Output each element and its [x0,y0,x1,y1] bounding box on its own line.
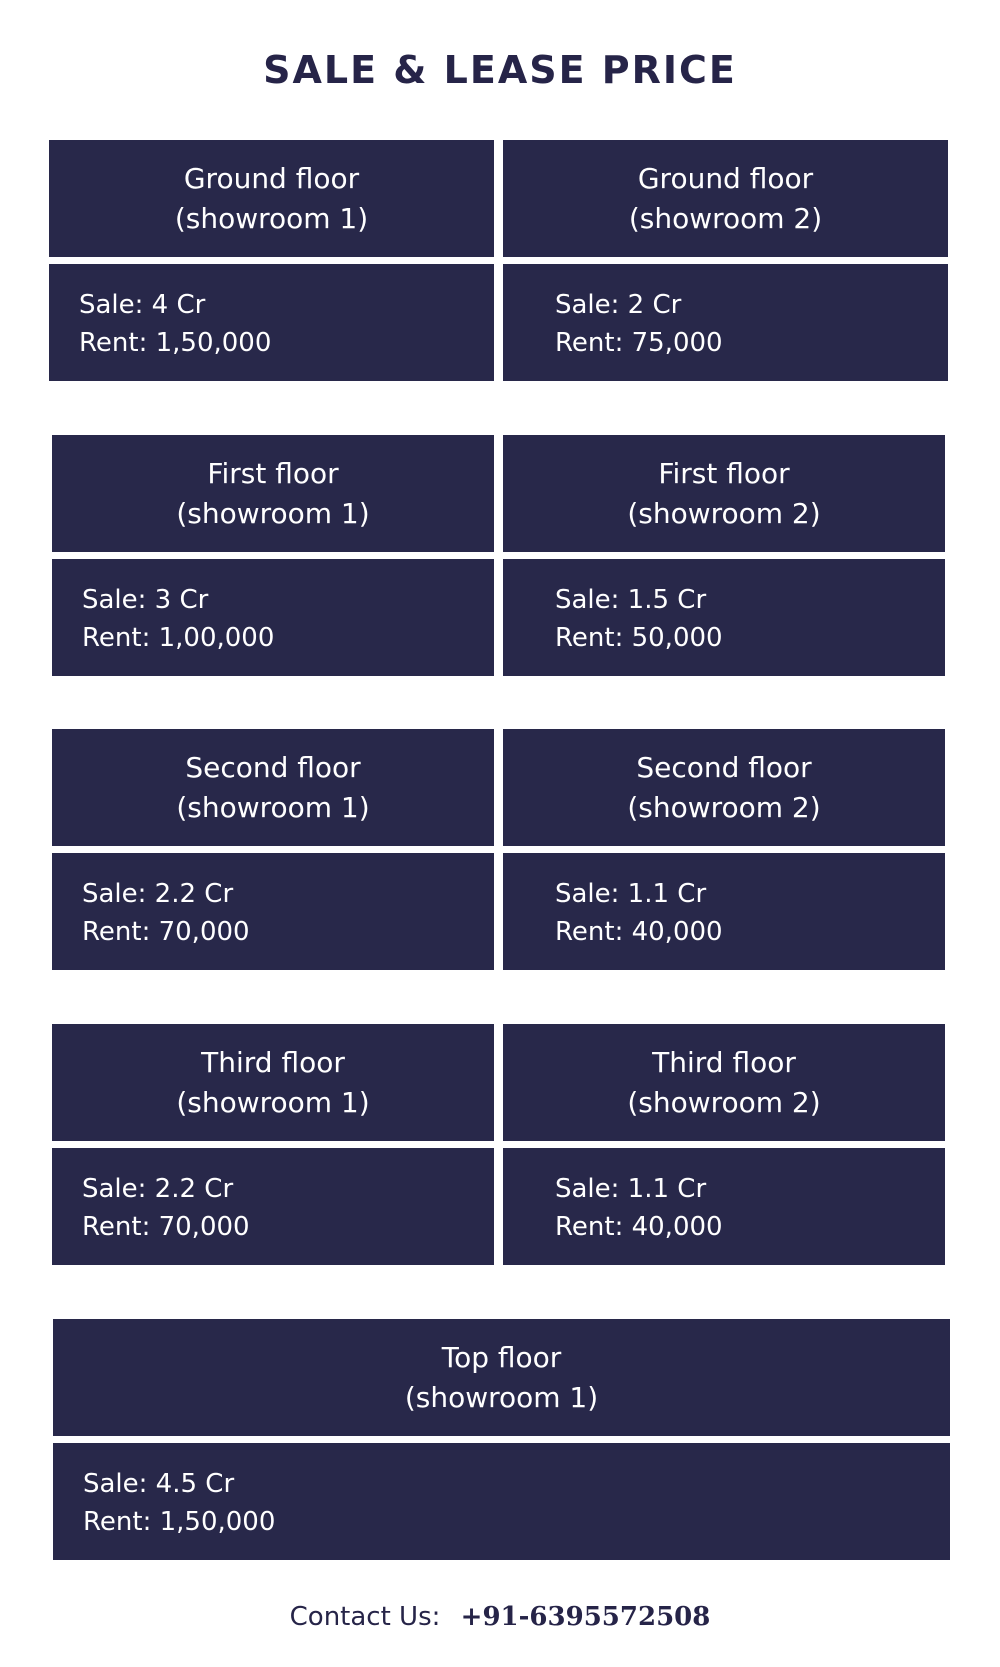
third-floor-showroom-2-prices [503,1148,945,1265]
third-floor-showroom-1-header [52,1024,494,1141]
contact-label: Contact Us: [289,1602,441,1632]
rent-price: Rent: 50,000 [555,623,723,653]
floor-name: Second floor [636,750,812,784]
page-title: SALE & LEASE PRICE [263,48,737,92]
rent-price: Rent: 1,00,000 [82,623,275,653]
floor-name: First floor [207,456,339,490]
showroom-label: (showroom 2) [628,201,823,235]
sale-price: Sale: 4.5 Cr [83,1469,235,1499]
third-floor-showroom-1-prices [52,1148,494,1265]
floor-name: Third floor [652,1045,796,1079]
sale-price: Sale: 1.1 Cr [555,1174,707,1204]
rent-price: Rent: 1,50,000 [79,328,272,358]
ground-floor-showroom-1-prices [49,264,494,381]
first-floor-showroom-1-header [52,435,494,552]
showroom-label: (showroom 2) [627,790,821,824]
rent-price: Rent: 70,000 [82,917,250,947]
showroom-label: (showroom 1) [404,1380,599,1414]
floor-name: First floor [658,456,790,490]
showroom-label: (showroom 1) [174,201,369,235]
sale-price: Sale: 1.5 Cr [555,585,707,615]
floor-name: Third floor [201,1045,345,1079]
second-floor-showroom-1-prices [52,853,494,970]
second-floor-showroom-2-header [503,729,945,846]
second-floor-showroom-1-header [52,729,494,846]
ground-floor-showroom-1-header [49,140,494,257]
sale-price: Sale: 4 Cr [79,290,206,320]
showroom-label: (showroom 2) [627,1085,821,1119]
first-floor-showroom-2-header [503,435,945,552]
rent-price: Rent: 40,000 [555,917,723,947]
first-floor-showroom-2-prices [503,559,945,676]
showroom-label: (showroom 1) [176,790,370,824]
rent-price: Rent: 70,000 [82,1212,250,1242]
third-floor-showroom-2-header [503,1024,945,1141]
showroom-label: (showroom 2) [627,496,821,530]
first-floor-showroom-1-prices [52,559,494,676]
ground-floor-showroom-2-prices [503,264,948,381]
floor-name: Second floor [185,750,361,784]
rent-price: Rent: 1,50,000 [83,1507,276,1537]
sale-price: Sale: 2.2 Cr [82,1174,234,1204]
contact-line [0,1602,1000,1632]
floor-name: Ground floor [183,161,360,195]
sale-price: Sale: 3 Cr [82,585,209,615]
sale-price: Sale: 1.1 Cr [555,879,707,909]
top-floor-showroom-1-header [53,1319,950,1436]
showroom-label: (showroom 1) [176,496,370,530]
floor-name: Ground floor [637,161,814,195]
top-floor-showroom-1-prices [53,1443,950,1560]
showroom-label: (showroom 1) [176,1085,370,1119]
sale-price: Sale: 2 Cr [555,290,682,320]
ground-floor-showroom-2-header [503,140,948,257]
second-floor-showroom-2-prices [503,853,945,970]
rent-price: Rent: 75,000 [555,328,723,358]
floor-name: Top floor [441,1340,562,1374]
rent-price: Rent: 40,000 [555,1212,723,1242]
contact-phone[interactable]: +91-6395572508 [460,1602,711,1632]
sale-price: Sale: 2.2 Cr [82,879,234,909]
